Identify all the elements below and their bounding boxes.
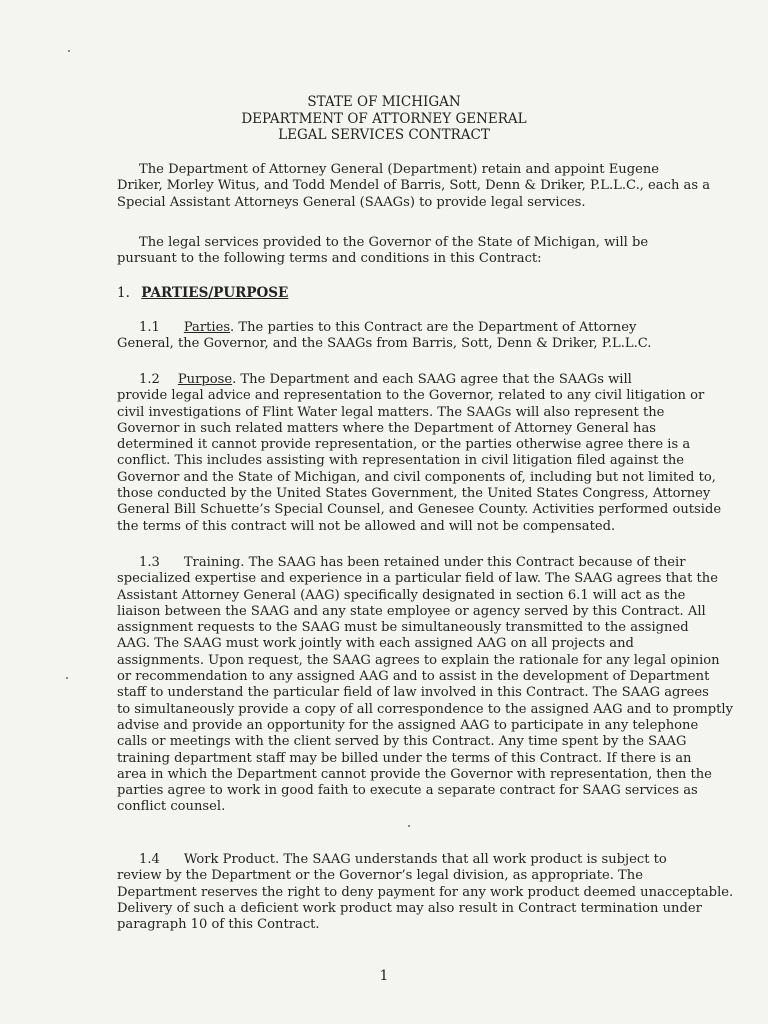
clause-line: calls or meetings with the client served by this Contract. Any time spent by the SAAG bbox=[117, 734, 687, 750]
clause-line: those conducted by the United States Government, the United States Congress, Attorney bbox=[117, 486, 711, 502]
clause-line: review by the Department or the Governor’s legal division, as appropriate. The bbox=[117, 868, 643, 884]
clause-first-line bbox=[117, 372, 663, 388]
clause-line: training department staff may be billed under the terms of this Contract. If there is an bbox=[117, 750, 692, 766]
clause-line: Department reserves the right to deny payment for any work product deemed unacceptable. bbox=[117, 884, 734, 900]
clause-number: 1.2 bbox=[139, 372, 160, 387]
clause-line: civil investigations of Flint Water legal matters. The SAAGs will also represent the bbox=[117, 404, 665, 420]
section-number: 1. bbox=[117, 285, 130, 301]
clause-line: determined it cannot provide representation, or the parties otherwise agree there is a bbox=[117, 437, 691, 453]
page-number: 1 bbox=[379, 968, 389, 984]
clause-line: provide legal advice and representation to the Governor, related to any civil litigation or bbox=[117, 388, 705, 404]
clause-first-line bbox=[117, 852, 667, 868]
clause-line: to simultaneously provide a copy of all correspondence to the assigned AAG and to promptly bbox=[117, 701, 734, 717]
clause-line: the terms of this contract will not be allowed and will not be compensated. bbox=[117, 518, 616, 534]
clause-line: conflict counsel. bbox=[117, 799, 226, 815]
clause-line: specialized expertise and experience in a particular field of law. The SAAG agrees that the bbox=[117, 571, 718, 587]
clause-line: Delivery of such a deficient work product may also result in Contract termination under bbox=[117, 900, 702, 916]
clause-line: advise and provide an opportunity for the assigned AAG to participate in any telephone bbox=[117, 717, 699, 733]
clause-text: Training. The SAAG has been retained under this Contract because of their bbox=[183, 555, 686, 570]
clause-line: Assistant Attorney General (AAG) specifically designated in section 6.1 will act as the bbox=[117, 587, 686, 603]
intro-paragraph-2 bbox=[117, 235, 663, 268]
clause-number: 1.4 bbox=[139, 852, 160, 867]
clause-1-4 bbox=[117, 852, 734, 933]
clause-line: liaison between the SAAG and any state employee or agency served by this Contract. All bbox=[117, 603, 706, 619]
title-line-3: LEGAL SERVICES CONTRACT bbox=[278, 127, 490, 143]
intro2-line: The legal services provided to the Governor of the State of Michigan, will be bbox=[139, 235, 649, 250]
clause-line: assignments. Upon request, the SAAG agrees to explain the rationale for any legal opinion bbox=[117, 652, 720, 668]
clause-number: 1.1 bbox=[139, 320, 160, 335]
scan-speck bbox=[68, 50, 70, 52]
clause-line: paragraph 10 of this Contract. bbox=[117, 917, 320, 933]
title-line-1: STATE OF MICHIGAN bbox=[307, 94, 461, 110]
clause-first-line bbox=[117, 555, 686, 571]
clause-1-2 bbox=[117, 372, 722, 535]
clause-line: area in which the Department cannot provide the Governor with representation, then the bbox=[117, 766, 712, 782]
document-title bbox=[0, 94, 768, 144]
intro1-line: Special Assistant Attorneys General (SAAGs) to provide legal services. bbox=[117, 194, 586, 210]
title-line-2: DEPARTMENT OF ATTORNEY GENERAL bbox=[241, 110, 527, 127]
section-title: PARTIES/PURPOSE bbox=[141, 285, 289, 301]
clause-1-1 bbox=[117, 320, 663, 353]
intro2-line: pursuant to the following terms and conditions in this Contract: bbox=[117, 251, 542, 267]
intro-paragraph-1 bbox=[117, 162, 711, 211]
clause-line: General Bill Schuette’s Special Counsel, and Genesee County. Activities performed outside bbox=[117, 502, 722, 518]
clause-line: conflict. This includes assisting with representation in civil litigation filed against the bbox=[117, 453, 685, 469]
clause-text: . The parties to this Contract are the Department of Attorney bbox=[230, 320, 637, 335]
clause-number: 1.3 bbox=[139, 555, 160, 570]
clause-line: Governor and the State of Michigan, and civil components of, including but not limited to, bbox=[117, 469, 716, 485]
clause-first-line bbox=[117, 320, 663, 336]
intro1-line: Driker, Morley Witus, and Todd Mendel of Barris, Sott, Denn & Driker, P.L.L.C., each as a bbox=[117, 178, 711, 194]
clause-line: AAG. The SAAG must work jointly with each assigned AAG on all projects and bbox=[117, 636, 634, 652]
clause-1-3 bbox=[117, 555, 734, 816]
clause-line: parties agree to work in good faith to execute a separate contract for SAAG services as bbox=[117, 783, 698, 799]
clause-label: Parties bbox=[183, 320, 231, 335]
clause-line: assignment requests to the SAAG must be simultaneously transmitted to the assigned bbox=[117, 620, 689, 636]
clause-text: . The Department and each SAAG agree that the SAAGs will bbox=[232, 372, 632, 387]
clause-text: Work Product. The SAAG understands that all work product is subject to bbox=[183, 852, 667, 867]
clause-line: staff to understand the particular field of law involved in this Contract. The SAAG agrees bbox=[117, 685, 709, 701]
clause-line: General, the Governor, and the SAAGs from Barris, Sott, Denn & Driker, P.L.L.C. bbox=[117, 336, 652, 352]
intro1-line: The Department of Attorney General (Department) retain and appoint Eugene bbox=[139, 162, 660, 177]
scan-speck bbox=[408, 825, 410, 827]
scan-speck bbox=[66, 677, 68, 679]
clause-line: or recommendation to any assigned AAG and to assist in the development of Department bbox=[117, 669, 710, 685]
clause-label: Purpose bbox=[177, 372, 233, 387]
section-1-heading bbox=[117, 285, 288, 301]
clause-line: Governor in such related matters where the Department of Attorney General has bbox=[117, 420, 656, 436]
